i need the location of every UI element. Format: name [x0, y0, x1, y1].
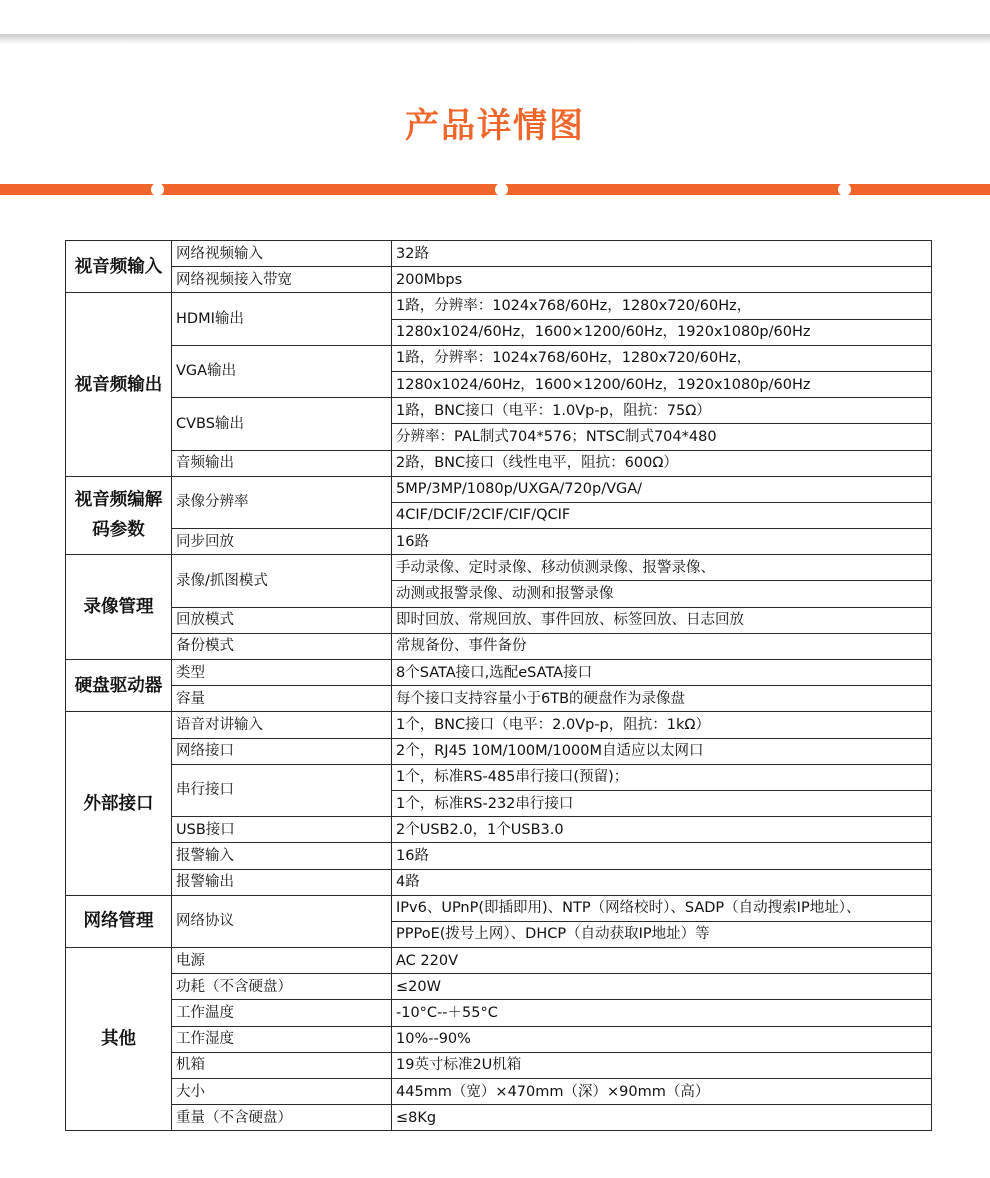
spec-value: 1280x1024/60Hz，1600×1200/60Hz，1920x1080p/60Hz: [392, 371, 932, 397]
category-other: 其他: [66, 948, 172, 1131]
table-row: [66, 712, 932, 738]
spec-label: 报警输入: [172, 843, 392, 869]
table-row: [66, 345, 932, 371]
spec-value: 1个，BNC接口（电平：2.0Vp-p，阻抗：1kΩ）: [392, 712, 932, 738]
divider-dot: [495, 183, 508, 196]
category-hdd: 硬盘驱动器: [66, 660, 172, 712]
spec-value: 19英寸标准2U机箱: [392, 1052, 932, 1078]
spec-value: ≤20W: [392, 974, 932, 1000]
spec-value: PPPoE(拨号上网）、DHCP（自动获取IP地址）等: [392, 921, 932, 947]
spec-label: 重量（不含硬盘）: [172, 1105, 392, 1131]
table-row: [66, 529, 932, 555]
table-row: [66, 660, 932, 686]
spec-value: 445mm（宽）×470mm（深）×90mm（高）: [392, 1079, 932, 1105]
spec-label: 功耗（不含硬盘）: [172, 974, 392, 1000]
spec-label: 网络协议: [172, 895, 392, 947]
table-row: [66, 895, 932, 921]
category-record: 录像管理: [66, 555, 172, 660]
spec-label: 同步回放: [172, 529, 392, 555]
spec-value: AC 220V: [392, 948, 932, 974]
spec-value: 2个USB2.0，1个USB3.0: [392, 817, 932, 843]
spec-label: 工作湿度: [172, 1026, 392, 1052]
spec-label: 大小: [172, 1079, 392, 1105]
spec-value: 16路: [392, 843, 932, 869]
table-row: [66, 869, 932, 895]
table-row: [66, 738, 932, 764]
table-row: [66, 607, 932, 633]
spec-value: 动测或报警录像、动测和报警录像: [392, 581, 932, 607]
table-row: [66, 843, 932, 869]
table-row: [66, 1052, 932, 1078]
category-av-output: 视音频输出: [66, 293, 172, 476]
spec-value: 200Mbps: [392, 267, 932, 293]
spec-label: CVBS输出: [172, 398, 392, 450]
spec-value: 即时回放、常规回放、事件回放、标签回放、日志回放: [392, 607, 932, 633]
spec-label: 工作温度: [172, 1000, 392, 1026]
spec-value: 1个，标准RS-232串行接口: [392, 790, 932, 816]
spec-label: 电源: [172, 948, 392, 974]
spec-value: 10%--90%: [392, 1026, 932, 1052]
divider-dot: [151, 183, 164, 196]
spec-label: 录像分辨率: [172, 476, 392, 528]
spec-label: 报警输出: [172, 869, 392, 895]
spec-label: 网络接口: [172, 738, 392, 764]
table-row: [66, 398, 932, 424]
table-row: [66, 450, 932, 476]
table-row: [66, 686, 932, 712]
page-title: 产品详情图: [405, 106, 585, 146]
category-external: 外部接口: [66, 712, 172, 895]
table-row: [66, 764, 932, 790]
spec-value: 1路，分辨率：1024x768/60Hz，1280x720/60Hz，: [392, 293, 932, 319]
table-row: [66, 817, 932, 843]
divider-dot: [838, 183, 851, 196]
table-row: [66, 1105, 932, 1131]
spec-label: USB接口: [172, 817, 392, 843]
spec-value: 32路: [392, 241, 932, 267]
spec-value: 8个SATA接口,选配eSATA接口: [392, 660, 932, 686]
spec-label: 网络视频输入: [172, 241, 392, 267]
table-row: [66, 241, 932, 267]
table-row: [66, 555, 932, 581]
table-row: [66, 1000, 932, 1026]
table-row: [66, 293, 932, 319]
spec-label: VGA输出: [172, 345, 392, 397]
spec-value: 2路，BNC接口（线性电平，阻抗：600Ω）: [392, 450, 932, 476]
spec-value: IPv6、UPnP(即插即用)、NTP（网络校时）、SADP（自动搜索IP地址）、: [392, 895, 932, 921]
table-row: [66, 1026, 932, 1052]
spec-value: 分辨率：PAL制式704*576；NTSC制式704*480: [392, 424, 932, 450]
spec-label: 类型: [172, 660, 392, 686]
spec-value: 1280x1024/60Hz，1600×1200/60Hz，1920x1080p/60Hz: [392, 319, 932, 345]
top-shadow-divider: [0, 34, 990, 44]
spec-label: 机箱: [172, 1052, 392, 1078]
table-row: [66, 476, 932, 502]
category-network: 网络管理: [66, 895, 172, 947]
spec-value: 常规备份、事件备份: [392, 633, 932, 659]
spec-value: 1路，BNC接口（电平：1.0Vp-p，阻抗：75Ω）: [392, 398, 932, 424]
spec-label: 音频输出: [172, 450, 392, 476]
spec-label: 录像/抓图模式: [172, 555, 392, 607]
category-codec: 视音频编解码参数: [66, 476, 172, 555]
spec-value: 每个接口支持容量小于6TB的硬盘作为录像盘: [392, 686, 932, 712]
table-row: [66, 974, 932, 1000]
spec-value: 16路: [392, 529, 932, 555]
spec-value: 手动录像、定时录像、移动侦测录像、报警录像、: [392, 555, 932, 581]
spec-value: 1个，标准RS-485串行接口(预留)；: [392, 764, 932, 790]
spec-value: 1路，分辨率：1024x768/60Hz，1280x720/60Hz，: [392, 345, 932, 371]
spec-value: 4CIF/DCIF/2CIF/CIF/QCIF: [392, 502, 932, 528]
table-row: [66, 948, 932, 974]
spec-label: 备份模式: [172, 633, 392, 659]
spec-label: 串行接口: [172, 764, 392, 816]
spec-label: 容量: [172, 686, 392, 712]
spec-value: 5MP/3MP/1080p/UXGA/720p/VGA/: [392, 476, 932, 502]
spec-label: 网络视频接入带宽: [172, 267, 392, 293]
spec-label: 语音对讲输入: [172, 712, 392, 738]
spec-value: 4路: [392, 869, 932, 895]
table-row: [66, 1079, 932, 1105]
category-av-input: 视音频输入: [66, 241, 172, 293]
spec-table: [65, 240, 932, 1131]
spec-label: 回放模式: [172, 607, 392, 633]
spec-value: -10°C--＋55°C: [392, 1000, 932, 1026]
spec-value: ≤8Kg: [392, 1105, 932, 1131]
table-row: [66, 267, 932, 293]
table-row: [66, 633, 932, 659]
spec-label: HDMI输出: [172, 293, 392, 345]
spec-value: 2个，RJ45 10M/100M/1000M自适应以太网口: [392, 738, 932, 764]
